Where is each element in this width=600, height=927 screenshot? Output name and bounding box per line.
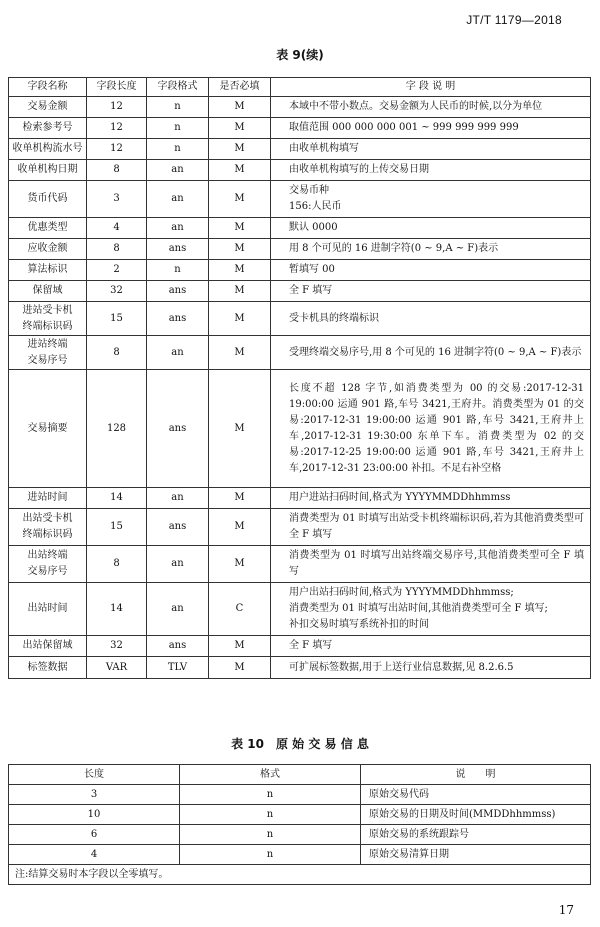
field-name: 检索参考号 (9, 118, 87, 139)
field-name: 出站时间 (9, 583, 87, 636)
column-header: 是否必填 (209, 78, 271, 97)
table-row (9, 825, 591, 845)
table-row (9, 636, 591, 657)
field-name: 收单机构日期 (9, 160, 87, 181)
field-required: M (209, 218, 271, 239)
table-row (9, 336, 591, 370)
description-text: 暂填写 00 (289, 264, 335, 275)
page-number: 17 (558, 903, 574, 917)
field-length: 3 (87, 181, 147, 218)
table-note: 注:结算交易时本字段以全零填写。 (9, 865, 591, 885)
field-required: M (209, 239, 271, 260)
field-format: ans (147, 509, 209, 546)
standard-code: JT/T 1179—2018 (466, 13, 562, 27)
table-row (9, 488, 591, 509)
field-required: M (209, 118, 271, 139)
field-length: 10 (9, 805, 180, 825)
field-length: 8 (87, 160, 147, 181)
field-format: ans (147, 370, 209, 488)
description-text: 受理终端交易序号,用 8 个可见的 16 进制字符(0 ~ 9,A ~ F)表示 (289, 346, 582, 358)
description-text: 由收单机构填写的上传交易日期 (289, 164, 429, 175)
field-description (271, 160, 591, 181)
field-length: 14 (87, 488, 147, 509)
field-description: 原始交易的系统跟踪号 (361, 825, 591, 845)
field-length: 4 (9, 845, 180, 865)
field-length: 32 (87, 636, 147, 657)
table-row (9, 657, 591, 679)
field-length: 2 (87, 260, 147, 281)
field-name: 优惠类型 (9, 218, 87, 239)
field-format: TLV (147, 657, 209, 679)
field-format: n (147, 118, 209, 139)
table-row (9, 118, 591, 139)
field-name: 算法标识 (9, 260, 87, 281)
field-description (271, 281, 591, 302)
field-description (271, 488, 591, 509)
table-row (9, 805, 591, 825)
table9-body (9, 97, 591, 679)
field-length: 32 (87, 281, 147, 302)
column-header: 字 段 说 明 (271, 78, 591, 97)
table-row (9, 785, 591, 805)
description-text: 用户进站扫码时间,格式为 YYYYMMDDhhmmss (289, 492, 511, 503)
description-text: 默认 0000 (289, 222, 338, 233)
description-text: 全 F 填写 (289, 285, 333, 296)
description-text: 本域中不带小数点。交易金额为人民币的时候,以分为单位 (289, 101, 543, 112)
column-header: 字段格式 (147, 78, 209, 97)
field-required: M (209, 657, 271, 679)
table-row (9, 583, 591, 636)
field-length: 8 (87, 546, 147, 583)
table-row (9, 239, 591, 260)
description-text: 消费类型为 01 时填写出站终端交易序号,其他消费类型可全 F 填写 (289, 550, 584, 577)
table-row (9, 139, 591, 160)
table10 (8, 764, 591, 885)
description-text: 可扩展标签数据,用于上送行业信息数据,见 8.2.6.5 (289, 661, 514, 673)
field-format: ans (147, 636, 209, 657)
field-required: M (209, 281, 271, 302)
field-name: 出站受卡机 终端标识码 (9, 509, 87, 546)
description-text: 长度不超 128 字节,如消费类型为 00 的交易:2017-12-31 19:00:00 运通 901 路,车号 3421,王府井。消费类型为 01 的交易:2017-12-31 19:00:00 运通 901 路,车号 3421,王府井上车,2017-12-31 19:30:00 东单下车。消费类型为 02 的交易:2017-12-25 19:00:00 运通 901 路,车号 3421,王府井上车,2017-12-31 23:00:00 补扣。不足右补空格 (289, 382, 584, 474)
field-length: 4 (87, 218, 147, 239)
field-description: 原始交易代码 (361, 785, 591, 805)
field-description (271, 97, 591, 118)
field-format: an (147, 218, 209, 239)
description-text: 取值范围 000 000 000 001 ~ 999 999 999 999 (289, 122, 519, 133)
field-name: 交易摘要 (9, 370, 87, 488)
field-length: 8 (87, 239, 147, 260)
field-length: 12 (87, 139, 147, 160)
field-required: M (209, 546, 271, 583)
field-description (271, 546, 591, 583)
field-required: M (209, 636, 271, 657)
field-length: 12 (87, 118, 147, 139)
column-header: 说 明 (361, 765, 591, 785)
field-description (271, 118, 591, 139)
field-description (271, 181, 591, 218)
field-required: M (209, 97, 271, 118)
table10-caption: 表 10 原 始 交 易 信 息 (231, 737, 369, 751)
field-name: 保留域 (9, 281, 87, 302)
field-name: 进站终端 交易序号 (9, 336, 87, 370)
field-name: 收单机构流水号 (9, 139, 87, 160)
field-description (271, 302, 591, 336)
field-description (271, 583, 591, 636)
field-description (271, 260, 591, 281)
field-name: 交易金额 (9, 97, 87, 118)
field-format: n (147, 260, 209, 281)
field-required: M (209, 370, 271, 488)
field-length: 8 (87, 336, 147, 370)
field-required: M (209, 336, 271, 370)
field-length: 14 (87, 583, 147, 636)
table-row (9, 218, 591, 239)
field-format: n (180, 845, 361, 865)
field-format: ans (147, 302, 209, 336)
field-description (271, 657, 591, 679)
table-row (9, 302, 591, 336)
table-row (9, 181, 591, 218)
table-row (9, 509, 591, 546)
field-format: n (180, 825, 361, 845)
column-header: 字段长度 (87, 78, 147, 97)
field-format: ans (147, 239, 209, 260)
field-format: an (147, 336, 209, 370)
field-description (271, 239, 591, 260)
field-format: an (147, 181, 209, 218)
field-format: ans (147, 281, 209, 302)
table10-body (9, 785, 591, 865)
field-format: an (147, 546, 209, 583)
table-row (9, 160, 591, 181)
table9-header-row (9, 78, 591, 97)
description-text: 用 8 个可见的 16 进制字符(0 ~ 9,A ~ F)表示 (289, 243, 499, 254)
field-description (271, 218, 591, 239)
field-required: M (209, 302, 271, 336)
field-required: M (209, 509, 271, 546)
field-length: 15 (87, 509, 147, 546)
field-format: an (147, 488, 209, 509)
field-description (271, 509, 591, 546)
table9 (8, 77, 591, 679)
field-length: 12 (87, 97, 147, 118)
field-format: n (147, 139, 209, 160)
table10-note-row (9, 865, 591, 885)
field-required: M (209, 139, 271, 160)
column-header: 字段名称 (9, 78, 87, 97)
table-row (9, 281, 591, 302)
field-format: n (147, 97, 209, 118)
field-format: n (180, 785, 361, 805)
description-text: 交易币种 156:人民币 (289, 185, 342, 212)
field-format: n (180, 805, 361, 825)
field-length: VAR (87, 657, 147, 679)
field-name: 货币代码 (9, 181, 87, 218)
field-length: 128 (87, 370, 147, 488)
field-description (271, 139, 591, 160)
table-row (9, 260, 591, 281)
field-length: 15 (87, 302, 147, 336)
field-name: 标签数据 (9, 657, 87, 679)
table-row (9, 546, 591, 583)
column-header: 格式 (180, 765, 361, 785)
field-name: 进站受卡机 终端标识码 (9, 302, 87, 336)
description-text: 消费类型为 01 时填写出站受卡机终端标识码,若为其他消费类型可全 F 填写 (289, 513, 584, 540)
field-description (271, 336, 591, 370)
field-required: M (209, 160, 271, 181)
field-description (271, 636, 591, 657)
description-text: 用户出站扫码时间,格式为 YYYYMMDDhhmmss; 消费类型为 01 时填写出站时间,其他消费类型可全 F 填写; 补扣交易时填写系统补扣的时间 (289, 587, 548, 630)
field-length: 6 (9, 825, 180, 845)
field-name: 应收金额 (9, 239, 87, 260)
field-description: 原始交易的日期及时间(MMDDhhmmss) (361, 805, 591, 825)
description-text: 受卡机具的终端标识 (289, 312, 379, 324)
field-required: M (209, 260, 271, 281)
field-name: 出站保留域 (9, 636, 87, 657)
field-name: 进站时间 (9, 488, 87, 509)
field-required: C (209, 583, 271, 636)
field-description: 原始交易清算日期 (361, 845, 591, 865)
description-text: 全 F 填写 (289, 640, 333, 651)
table9-caption: 表 9(续) (276, 48, 324, 62)
table-row (9, 845, 591, 865)
field-required: M (209, 488, 271, 509)
field-length: 3 (9, 785, 180, 805)
description-text: 由收单机构填写 (289, 143, 359, 154)
field-name: 出站终端 交易序号 (9, 546, 87, 583)
column-header: 长度 (9, 765, 180, 785)
table-row (9, 97, 591, 118)
field-required: M (209, 181, 271, 218)
field-format: an (147, 160, 209, 181)
table-row (9, 370, 591, 488)
field-format: an (147, 583, 209, 636)
field-description (271, 370, 591, 488)
table10-header-row (9, 765, 591, 785)
